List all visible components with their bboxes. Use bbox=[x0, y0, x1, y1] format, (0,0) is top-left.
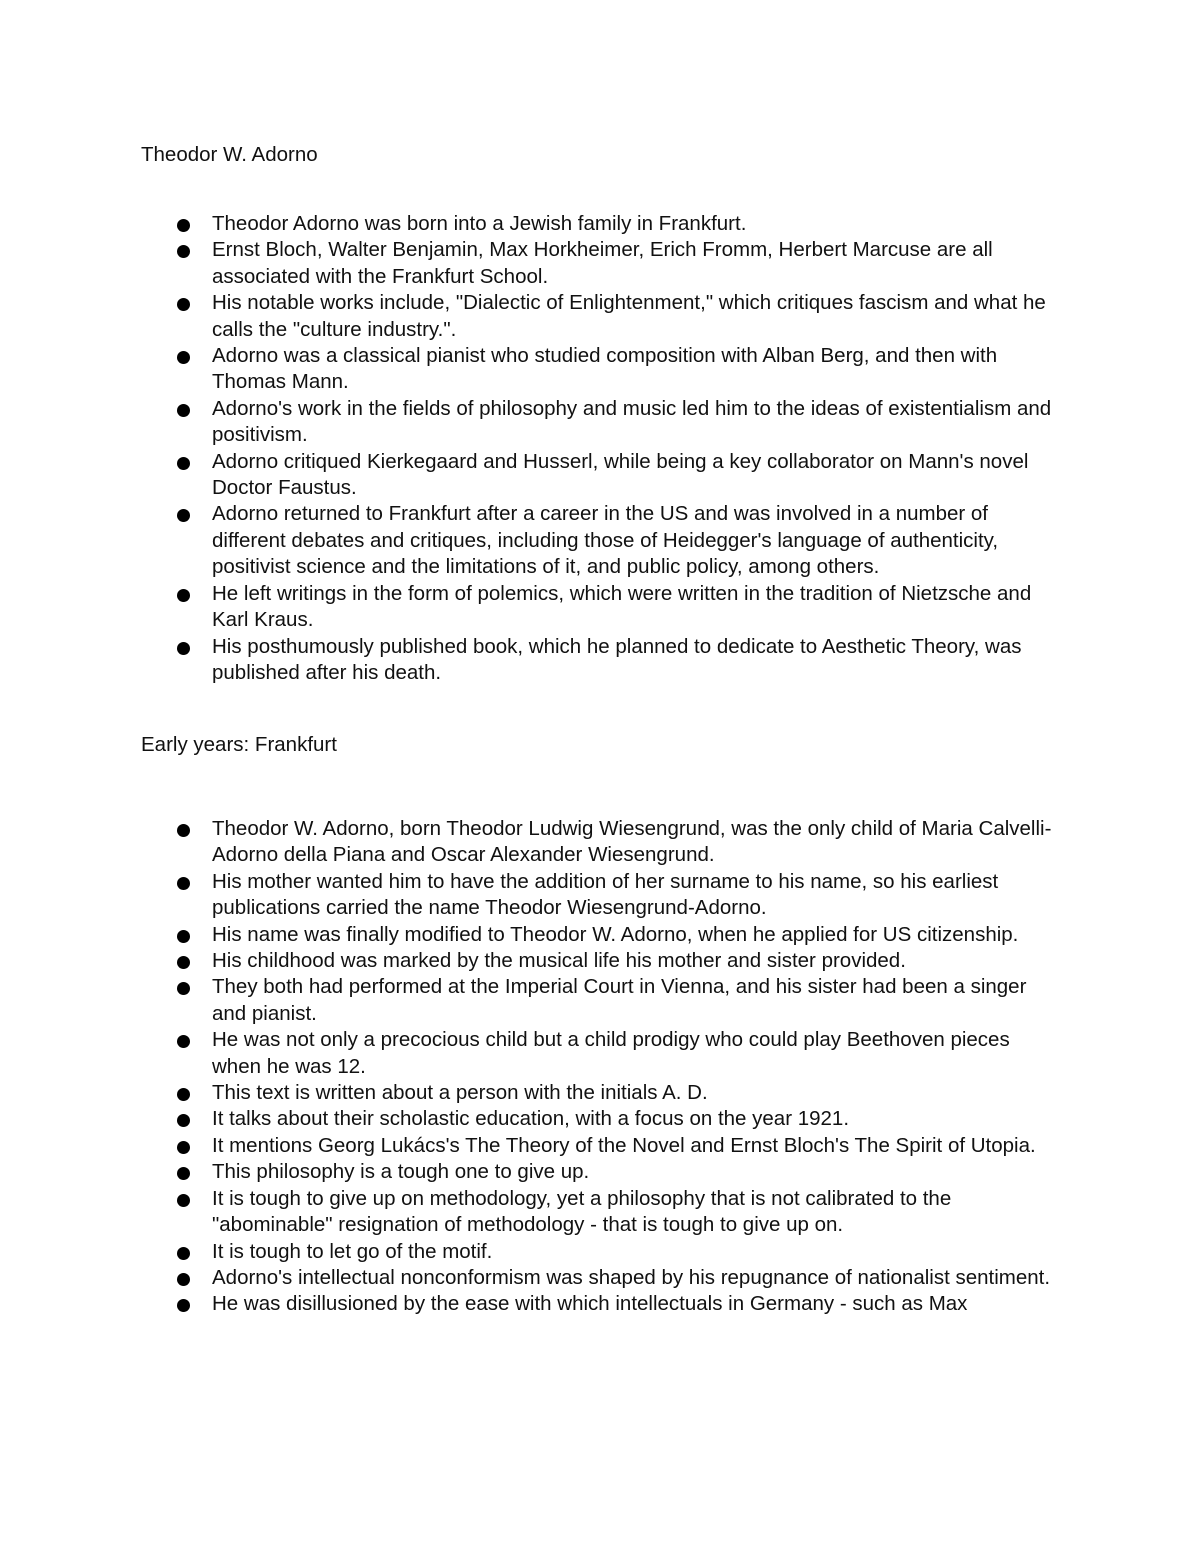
list-item bbox=[0, 634, 1064, 687]
list-item-text: His name was finally modified to Theodor W. Adorno, when he applied for US citizenship. bbox=[212, 922, 1019, 946]
bullet-icon bbox=[177, 930, 190, 943]
section-heading: Theodor W. Adorno bbox=[141, 143, 318, 166]
list-item bbox=[0, 211, 1064, 237]
list-item bbox=[0, 1133, 1064, 1159]
list-item-text: Adorno was a classical pianist who studied composition with Alban Berg, and then with Thomas Mann. bbox=[212, 344, 998, 394]
list-item-text: His posthumously published book, which he planned to dedicate to Aesthetic Theory, was published after his death. bbox=[212, 634, 1022, 684]
list-item bbox=[0, 1159, 1064, 1185]
list-item-text: His notable works include, "Dialectic of Enlightenment," which critiques fascism and what he calls the "culture industry.". bbox=[212, 291, 1046, 341]
list-item bbox=[0, 1239, 1064, 1265]
list-item bbox=[0, 1265, 1064, 1291]
list-item-text: This text is written about a person with the initials A. D. bbox=[212, 1081, 708, 1105]
list-item-text: He left writings in the form of polemics, which were written in the tradition of Nietzsche and Karl Kraus. bbox=[212, 581, 1032, 632]
list-item bbox=[0, 816, 1064, 869]
list-item-text: He was disillusioned by the ease with which intellectuals in Germany - such as Max bbox=[212, 1292, 968, 1316]
bullet-icon bbox=[177, 1273, 190, 1286]
bullet-icon bbox=[177, 1167, 190, 1180]
list-item bbox=[0, 290, 1064, 343]
bullet-icon bbox=[177, 642, 190, 655]
list-item-text: His childhood was marked by the musical life his mother and sister provided. bbox=[212, 949, 906, 973]
list-item bbox=[0, 1080, 1064, 1106]
list-item-text: This philosophy is a tough one to give up. bbox=[212, 1160, 590, 1184]
bullet-icon bbox=[177, 1114, 190, 1127]
bullet-icon bbox=[177, 1194, 190, 1207]
list-item-text: Adorno returned to Frankfurt after a career in the US and was involved in a number of different debates and critiques, including those of Heidegger's language of authenticity, positivist science and the limitations of it, and public policy, among others. bbox=[212, 502, 999, 579]
bullet-icon bbox=[177, 956, 190, 969]
list-item-text: He was not only a precocious child but a child prodigy who could play Beethoven pieces when he was 12. bbox=[212, 1028, 1010, 1078]
list-item-text: Adorno critiqued Kierkegaard and Husserl, while being a key collaborator on Mann's novel Doctor Faustus. bbox=[212, 449, 1029, 500]
list-item bbox=[0, 974, 1064, 1027]
bullet-icon bbox=[177, 589, 190, 602]
list-item bbox=[0, 581, 1064, 634]
list-item bbox=[0, 396, 1064, 449]
bullet-icon bbox=[177, 877, 190, 890]
list-item bbox=[0, 948, 1064, 974]
list-item bbox=[0, 501, 1064, 580]
bullet-icon bbox=[177, 457, 190, 470]
bullet-icon bbox=[177, 1088, 190, 1101]
list-item-text: It is tough to let go of the motif. bbox=[212, 1239, 493, 1263]
list-item bbox=[0, 1027, 1064, 1080]
list-item-text: Adorno's work in the fields of philosophy and music led him to the ideas of existentialism and positivism. bbox=[212, 396, 1052, 447]
list-item-text: His mother wanted him to have the addition of her surname to his name, so his earliest publications carried the name Theodor Wiesengrund-Adorno. bbox=[212, 869, 999, 920]
list-item-text: It talks about their scholastic education, with a focus on the year 1921. bbox=[212, 1107, 850, 1131]
list-item bbox=[0, 343, 1064, 396]
list-item-text: Adorno's intellectual nonconformism was shaped by his repugnance of nationalist sentiment. bbox=[212, 1265, 1051, 1289]
list-item-text: Theodor Adorno was born into a Jewish family in Frankfurt. bbox=[212, 212, 747, 235]
list-item bbox=[0, 1291, 1064, 1317]
bullet-icon bbox=[177, 509, 190, 522]
list-item-text: They both had performed at the Imperial Court in Vienna, and his sister had been a singer and pianist. bbox=[212, 975, 1027, 1025]
bullet-icon bbox=[177, 1299, 190, 1312]
bullet-list bbox=[0, 816, 1200, 1318]
bullet-icon bbox=[177, 245, 190, 258]
bullet-list bbox=[0, 211, 1200, 686]
list-item bbox=[0, 237, 1064, 290]
bullet-icon bbox=[177, 351, 190, 364]
bullet-icon bbox=[177, 1035, 190, 1048]
list-item bbox=[0, 1186, 1064, 1239]
bullet-icon bbox=[177, 1247, 190, 1260]
list-item bbox=[0, 1106, 1064, 1132]
list-item-text: It is tough to give up on methodology, yet a philosophy that is not calibrated to the "abominable" resignation of methodology - that is tough to give up on. bbox=[212, 1186, 952, 1237]
bullet-icon bbox=[177, 298, 190, 311]
list-item bbox=[0, 449, 1064, 502]
bullet-icon bbox=[177, 982, 190, 995]
list-item bbox=[0, 869, 1064, 922]
section-heading: Early years: Frankfurt bbox=[141, 733, 337, 756]
bullet-icon bbox=[177, 404, 190, 417]
list-item-text: It mentions Georg Lukács's The Theory of the Novel and Ernst Bloch's The Spirit of Utopia. bbox=[212, 1133, 1036, 1157]
bullet-icon bbox=[177, 824, 190, 837]
bullet-icon bbox=[177, 1141, 190, 1154]
bullet-icon bbox=[177, 219, 190, 232]
list-item-text: Ernst Bloch, Walter Benjamin, Max Horkheimer, Erich Fromm, Herbert Marcuse are all associated with the Frankfurt School. bbox=[212, 238, 993, 288]
list-item-text: Theodor W. Adorno, born Theodor Ludwig Wiesengrund, was the only child of Maria Calvelli-Adorno della Piana and Oscar Alexander Wiesengrund. bbox=[212, 817, 1052, 867]
list-item bbox=[0, 922, 1064, 948]
